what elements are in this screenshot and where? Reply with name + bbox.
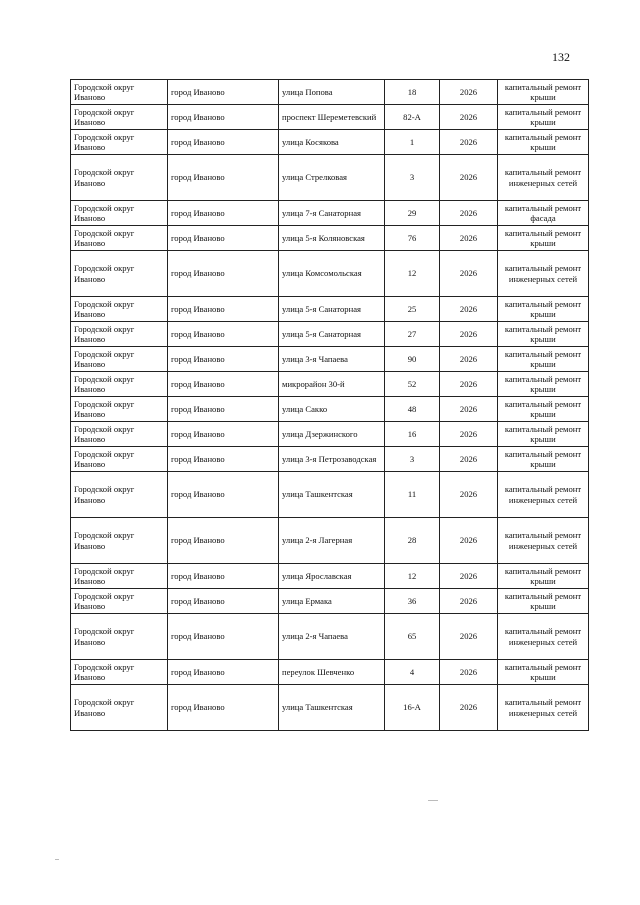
year-cell: 2026 [440, 201, 498, 226]
district-cell: Городской округ Иваново [71, 226, 168, 251]
house-number-cell: 1 [385, 130, 440, 155]
city-cell: город Иваново [168, 347, 279, 372]
district-cell: Городской округ Иваново [71, 372, 168, 397]
year-cell: 2026 [440, 372, 498, 397]
house-number-cell: 82-А [385, 105, 440, 130]
table-row [71, 614, 589, 660]
work-type-cell: капитальный ремонт инженерных сетей [498, 614, 589, 660]
work-type-cell: капитальный ремонт крыши [498, 422, 589, 447]
house-number-cell: 12 [385, 251, 440, 297]
district-cell: Городской округ Иваново [71, 201, 168, 226]
year-cell: 2026 [440, 80, 498, 105]
table-row [71, 685, 589, 731]
table-row [71, 201, 589, 226]
scan-speck [428, 800, 438, 801]
street-cell: улица Косякова [279, 130, 385, 155]
city-cell: город Иваново [168, 447, 279, 472]
house-number-cell: 28 [385, 518, 440, 564]
city-cell: город Иваново [168, 589, 279, 614]
year-cell: 2026 [440, 322, 498, 347]
table-row [71, 155, 589, 201]
scan-speck [55, 859, 59, 860]
work-type-cell: капитальный ремонт фасада [498, 201, 589, 226]
house-number-cell: 4 [385, 660, 440, 685]
street-cell: улица 3-я Петрозаводская [279, 447, 385, 472]
street-cell: улица Ташкентская [279, 685, 385, 731]
year-cell: 2026 [440, 564, 498, 589]
city-cell: город Иваново [168, 105, 279, 130]
work-type-cell: капитальный ремонт крыши [498, 322, 589, 347]
year-cell: 2026 [440, 105, 498, 130]
city-cell: город Иваново [168, 201, 279, 226]
district-cell: Городской округ Иваново [71, 397, 168, 422]
work-type-cell: капитальный ремонт крыши [498, 564, 589, 589]
district-cell: Городской округ Иваново [71, 564, 168, 589]
table-row [71, 105, 589, 130]
house-number-cell: 65 [385, 614, 440, 660]
city-cell: город Иваново [168, 251, 279, 297]
work-type-cell: капитальный ремонт крыши [498, 80, 589, 105]
city-cell: город Иваново [168, 685, 279, 731]
district-cell: Городской округ Иваново [71, 518, 168, 564]
table-row [71, 660, 589, 685]
street-cell: улица 2-я Чапаева [279, 614, 385, 660]
street-cell: улица Сакко [279, 397, 385, 422]
house-number-cell: 12 [385, 564, 440, 589]
table-row [71, 130, 589, 155]
city-cell: город Иваново [168, 226, 279, 251]
work-type-cell: капитальный ремонт крыши [498, 347, 589, 372]
year-cell: 2026 [440, 251, 498, 297]
table-row [71, 297, 589, 322]
year-cell: 2026 [440, 422, 498, 447]
year-cell: 2026 [440, 589, 498, 614]
table-body [71, 80, 589, 731]
page-number: 132 [552, 50, 570, 64]
house-number-cell: 36 [385, 589, 440, 614]
house-number-cell: 16 [385, 422, 440, 447]
street-cell: улица Стрелковая [279, 155, 385, 201]
district-cell: Городской округ Иваново [71, 347, 168, 372]
table-row [71, 372, 589, 397]
city-cell: город Иваново [168, 397, 279, 422]
year-cell: 2026 [440, 472, 498, 518]
house-number-cell: 3 [385, 155, 440, 201]
house-number-cell: 29 [385, 201, 440, 226]
year-cell: 2026 [440, 155, 498, 201]
table-row [71, 518, 589, 564]
work-type-cell: капитальный ремонт инженерных сетей [498, 518, 589, 564]
work-type-cell: капитальный ремонт крыши [498, 372, 589, 397]
district-cell: Городской округ Иваново [71, 685, 168, 731]
house-number-cell: 48 [385, 397, 440, 422]
year-cell: 2026 [440, 447, 498, 472]
house-number-cell: 76 [385, 226, 440, 251]
street-cell: улица Ермака [279, 589, 385, 614]
table-row [71, 472, 589, 518]
table-row [71, 251, 589, 297]
district-cell: Городской округ Иваново [71, 614, 168, 660]
work-type-cell: капитальный ремонт инженерных сетей [498, 685, 589, 731]
house-number-cell: 3 [385, 447, 440, 472]
district-cell: Городской округ Иваново [71, 589, 168, 614]
city-cell: город Иваново [168, 614, 279, 660]
city-cell: город Иваново [168, 422, 279, 447]
table-row [71, 564, 589, 589]
city-cell: город Иваново [168, 564, 279, 589]
street-cell: улица 7-я Санаторная [279, 201, 385, 226]
street-cell: улица 5-я Коляновская [279, 226, 385, 251]
house-number-cell: 25 [385, 297, 440, 322]
district-cell: Городской округ Иваново [71, 155, 168, 201]
street-cell: улица 2-я Лагерная [279, 518, 385, 564]
table-row [71, 397, 589, 422]
house-number-cell: 52 [385, 372, 440, 397]
city-cell: город Иваново [168, 472, 279, 518]
street-cell: улица 3-я Чапаева [279, 347, 385, 372]
city-cell: город Иваново [168, 322, 279, 347]
work-type-cell: капитальный ремонт инженерных сетей [498, 155, 589, 201]
house-number-cell: 18 [385, 80, 440, 105]
district-cell: Городской округ Иваново [71, 297, 168, 322]
year-cell: 2026 [440, 614, 498, 660]
year-cell: 2026 [440, 397, 498, 422]
district-cell: Городской округ Иваново [71, 251, 168, 297]
street-cell: улица Комсомольская [279, 251, 385, 297]
district-cell: Городской округ Иваново [71, 660, 168, 685]
street-cell: улица Дзержинского [279, 422, 385, 447]
house-number-cell: 16-А [385, 685, 440, 731]
street-cell: улица 5-я Санаторная [279, 322, 385, 347]
street-cell: проспект Шереметевский [279, 105, 385, 130]
street-cell: улица Ташкентская [279, 472, 385, 518]
district-cell: Городской округ Иваново [71, 472, 168, 518]
table-row [71, 322, 589, 347]
table-row [71, 347, 589, 372]
table-row [71, 447, 589, 472]
street-cell: переулок Шевченко [279, 660, 385, 685]
work-type-cell: капитальный ремонт крыши [498, 589, 589, 614]
street-cell: улица 5-я Санаторная [279, 297, 385, 322]
house-number-cell: 90 [385, 347, 440, 372]
table-row [71, 589, 589, 614]
year-cell: 2026 [440, 685, 498, 731]
city-cell: город Иваново [168, 155, 279, 201]
street-cell: улица Ярославская [279, 564, 385, 589]
district-cell: Городской округ Иваново [71, 322, 168, 347]
house-number-cell: 11 [385, 472, 440, 518]
year-cell: 2026 [440, 518, 498, 564]
street-cell: улица Попова [279, 80, 385, 105]
city-cell: город Иваново [168, 297, 279, 322]
work-type-cell: капитальный ремонт крыши [498, 447, 589, 472]
street-cell: микрорайон 30-й [279, 372, 385, 397]
district-cell: Городской округ Иваново [71, 447, 168, 472]
district-cell: Городской округ Иваново [71, 130, 168, 155]
year-cell: 2026 [440, 226, 498, 251]
house-number-cell: 27 [385, 322, 440, 347]
table-row [71, 80, 589, 105]
work-type-cell: капитальный ремонт крыши [498, 130, 589, 155]
city-cell: город Иваново [168, 80, 279, 105]
work-type-cell: капитальный ремонт крыши [498, 297, 589, 322]
table-row [71, 422, 589, 447]
city-cell: город Иваново [168, 660, 279, 685]
year-cell: 2026 [440, 660, 498, 685]
work-type-cell: капитальный ремонт крыши [498, 397, 589, 422]
work-type-cell: капитальный ремонт инженерных сетей [498, 472, 589, 518]
work-type-cell: капитальный ремонт инженерных сетей [498, 251, 589, 297]
work-type-cell: капитальный ремонт крыши [498, 226, 589, 251]
district-cell: Городской округ Иваново [71, 80, 168, 105]
work-type-cell: капитальный ремонт крыши [498, 105, 589, 130]
year-cell: 2026 [440, 347, 498, 372]
work-type-cell: капитальный ремонт крыши [498, 660, 589, 685]
table-row [71, 226, 589, 251]
district-cell: Городской округ Иваново [71, 105, 168, 130]
repair-schedule-table [70, 79, 589, 731]
year-cell: 2026 [440, 130, 498, 155]
district-cell: Городской округ Иваново [71, 422, 168, 447]
city-cell: город Иваново [168, 518, 279, 564]
year-cell: 2026 [440, 297, 498, 322]
city-cell: город Иваново [168, 372, 279, 397]
city-cell: город Иваново [168, 130, 279, 155]
